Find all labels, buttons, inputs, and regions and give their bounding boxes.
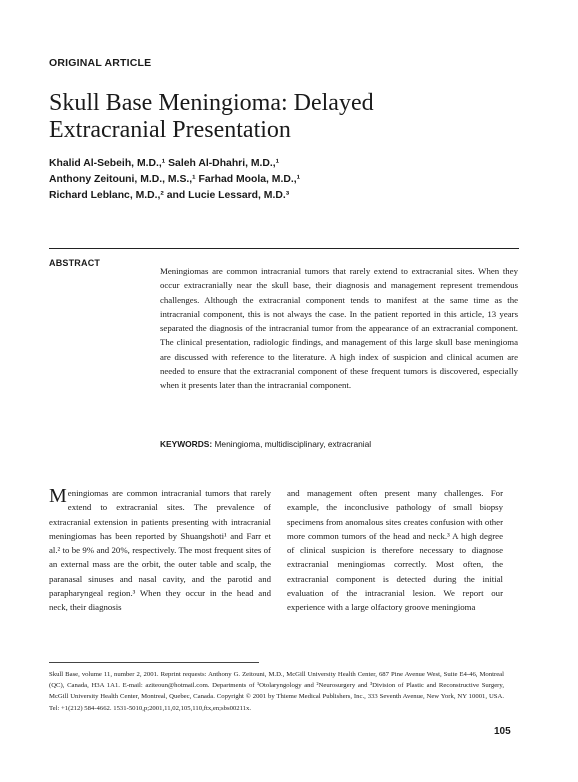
section-label: ORIGINAL ARTICLE — [49, 57, 152, 69]
body-column-1 — [49, 486, 271, 615]
footnote-rule — [49, 662, 259, 663]
abstract-heading: ABSTRACT — [49, 258, 101, 268]
keywords — [160, 439, 371, 449]
abstract-text: Meningiomas are common intracranial tumors that rarely extend to extracranial sites. When they occur extracranially near the skull base, their diagnosis and management represent tremendous challenges. Although the extracranial component tends to manifest at the same time as the intracranial component, this is not always the case. In the patient reported in this article, 13 years separated the diagnosis of the intracranial tumor from the appearance of an extracranial component. The clinical presentation, radiologic findings, and management of this large skull base meningioma are discussed with reference to the literature. A high index of suspicion and clinical acumen are needed to ensure that the extracranial component of these frequent tumors is discovered, especially when it presents later than the intracranial component. — [160, 266, 518, 391]
abstract-top-rule — [49, 248, 519, 249]
article-title — [49, 90, 374, 144]
page-number: 105 — [494, 726, 511, 737]
keywords-label: KEYWORDS: — [160, 439, 213, 449]
author-list — [49, 156, 300, 204]
keywords-value: Meningioma, multidisciplinary, extracranial — [214, 439, 372, 449]
author-line-3: Richard Leblanc, M.D.,² and Lucie Lessard, M.D.³ — [49, 190, 290, 201]
title-line-1: Skull Base Meningioma: Delayed — [49, 90, 374, 116]
title-line-2: Extracranial Presentation — [49, 117, 291, 143]
drop-cap: M — [49, 485, 67, 507]
footnote: Skull Base, volume 11, number 2, 2001. Reprint requests: Anthony G. Zeitouni, M.D., McGill University Health Center, 687 Pine Avenue West, Suite E4-46, Montreal (QC), Canada, H3A 1A1. E-mail: aziteoun@hotmail.com. Departments of ¹Otolaryngology and ²Neurosurgery and ³Division of Plastic and Reconstructive Surgery, McGill University Health Center, Montreal, Quebec, Canada. Copyright © 2001 by Thieme Medical Publishers, Inc., 333 Seventh Avenue, New York, NY 10001, USA. Tel: +1(212) 584-4662. 1531-5010,p;2001,11,02,105,110,ftx,en;sbs00211x. — [49, 671, 504, 712]
author-line-2: Anthony Zeitouni, M.D., M.S.,¹ Farhad Moola, M.D.,¹ — [49, 174, 301, 185]
body-column-1-text: eningiomas are common intracranial tumors that rarely extend to extracranial sites. The prevalence of extracranial extension in patients presenting with intracranial meningiomas has been reported by Shuangshoti¹ and Farr et al.² to be 9% and 20%, respectively. The most frequent sites of an external mass are the orbit, the outer table and scalp, the paranasal sinuses and nasal cavity, and the parotid and parapharyngeal region.³ When they occur in the head and neck, their diagnosis — [49, 488, 271, 613]
author-line-1: Khalid Al-Sebeih, M.D.,¹ Saleh Al-Dhahri, M.D.,¹ — [49, 158, 280, 169]
body-column-2: and management often present many challenges. For example, the inconclusive pathology of small biopsy specimens from anomalous sites creates confusion with other more common tumors of the head and neck.³ A high degree of clinical suspicion is therefore necessary to diagnose extracranial meningiomas correctly. Most often, the extracranial component is detected during the initial evaluation of the intracranial lesion. We report our experience with a large olfactory groove meningioma — [287, 488, 503, 613]
